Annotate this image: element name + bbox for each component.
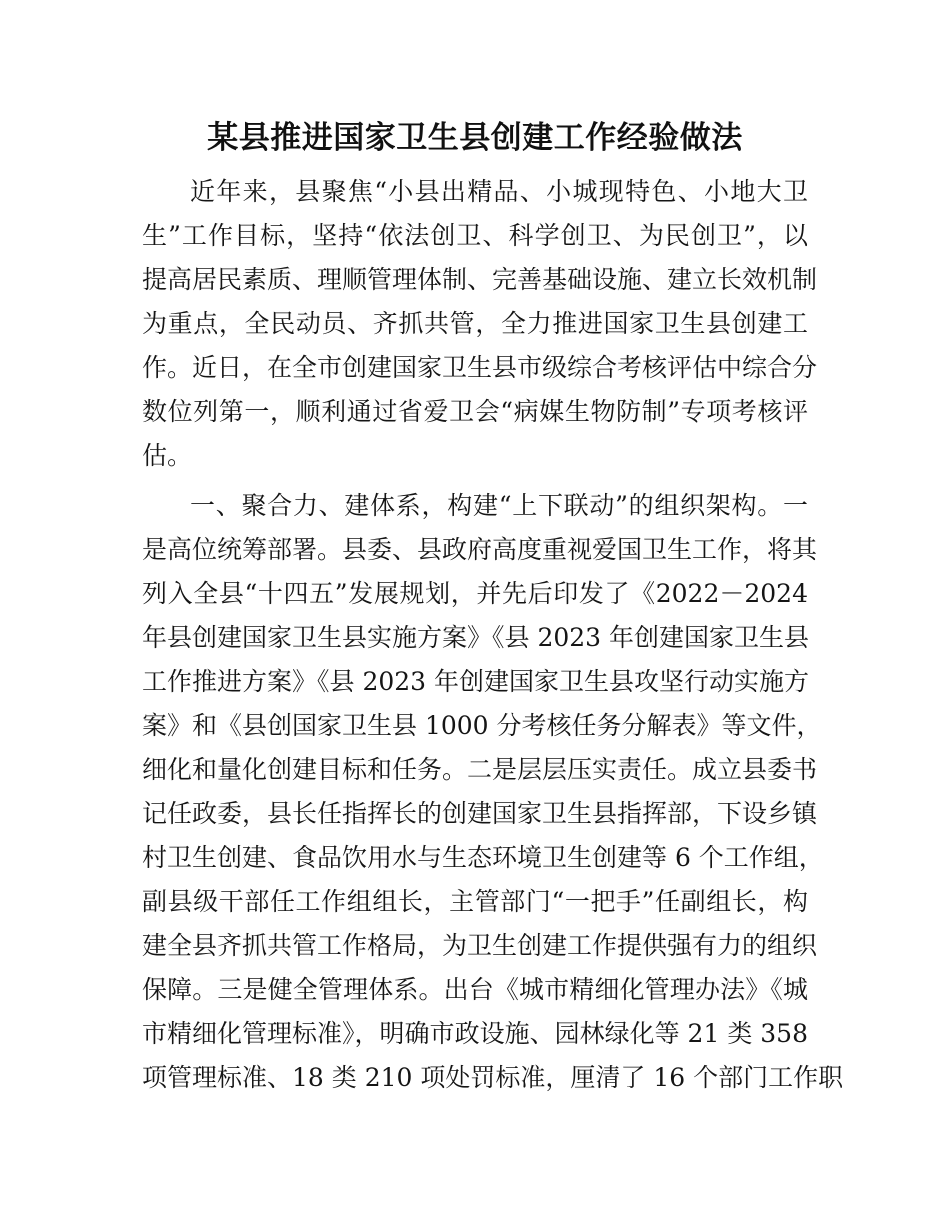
paragraph-line: 建全县齐抓共管工作格局，为卫生创建工作提供强有力的组织: [142, 931, 818, 960]
paragraph-line: 近年来，县聚焦“小县出精品、小城现特色、小地大卫: [190, 177, 808, 206]
paragraph-line: 提高居民素质、理顺管理体制、完善基础设施、建立长效机制: [142, 265, 818, 294]
paragraph-line: 记任政委，县长任指挥长的创建国家卫生县指挥部，下设乡镇: [142, 799, 818, 828]
paragraph-line: 数位列第一，顺利通过省爱卫会“病媒生物防制”专项考核评: [142, 397, 808, 426]
paragraph-line: 保障。三是健全管理体系。出台《城市精细化管理办法》《城: [142, 975, 808, 1004]
paragraph-line: 是高位统筹部署。县委、县政府高度重视爱国卫生工作，将其: [142, 535, 818, 564]
paragraph-line: 工作推进方案》《县 2023 年创建国家卫生县攻坚行动实施方: [142, 667, 810, 696]
paragraph-line: 生”工作目标，坚持“依法创卫、科学创卫、为民创卫”，以: [142, 221, 808, 250]
paragraph-line: 年县创建国家卫生县实施方案》《县 2023 年创建国家卫生县: [142, 623, 810, 652]
paragraph-line: 村卫生创建、食品饮用水与生态环境卫生创建等 6 个工作组，: [142, 843, 824, 872]
paragraph-line: 作。近日，在全市创建国家卫生县市级综合考核评估中综合分: [142, 353, 818, 382]
paragraph-line: 细化和量化创建目标和任务。二是层层压实责任。成立县委书: [142, 755, 818, 784]
paragraph-line: 市精细化管理标准》，明确市政设施、园林绿化等 21 类 358: [142, 1019, 808, 1048]
paragraph-line: 案》和《县创国家卫生县 1000 分考核任务分解表》等文件，: [142, 711, 822, 740]
paragraph-line: 一、聚合力、建体系，构建“上下联动”的组织架构。一: [190, 491, 808, 520]
document-title: 某县推进国家卫生县创建工作经验做法: [207, 120, 743, 156]
paragraph-line: 项管理标准、18 类 210 项处罚标准，厘清了 16 个部门工作职: [142, 1063, 844, 1092]
paragraph-line: 列入全县“十四五”发展规划，并先后印发了《2022－2024: [142, 579, 808, 608]
paragraph-line: 副县级干部任工作组组长，主管部门“一把手”任副组长，构: [142, 887, 808, 916]
paragraph-line: 为重点，全民动员、齐抓共管，全力推进国家卫生县创建工: [142, 309, 808, 338]
paragraph-line: 估。: [142, 441, 193, 470]
